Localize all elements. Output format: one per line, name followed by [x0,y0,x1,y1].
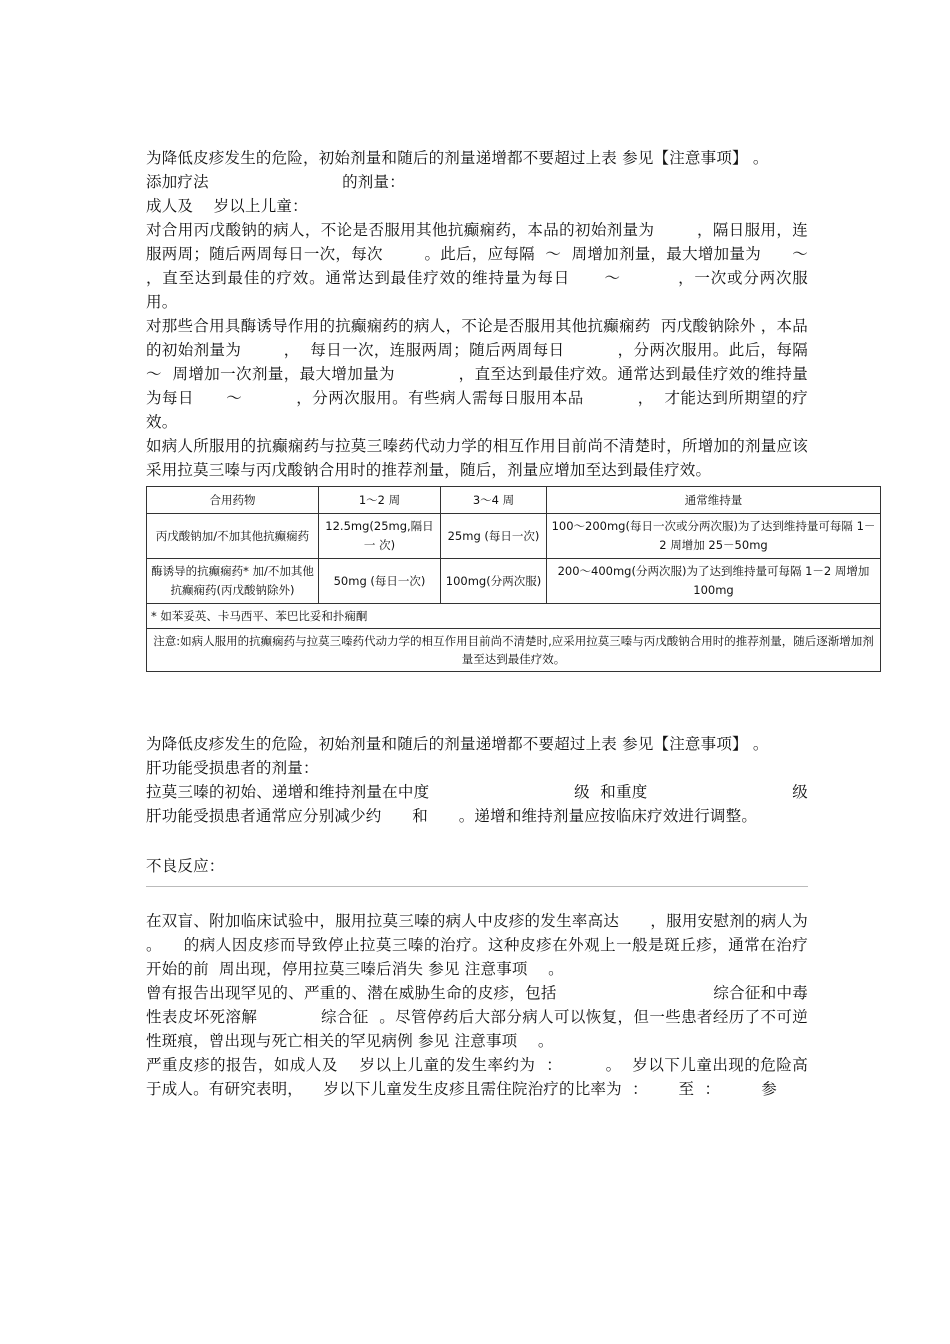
table-cell: 丙戊酸钠加/不加其他抗癫痫药 [147,514,319,559]
header-cell: 通常维持量 [547,487,881,514]
enzyme-inducer-dosing-paragraph: 对那些合用具酶诱导作用的抗癫痫药的病人，不论是否服用其他抗癫痫药 丙戊酸钠除外 ，本品的初始剂量为 ， 每日一次，连服两周；随后两周每日 ，分两次服用。此后，每隔 ～ 周增加一次剂量，最大增加量为 ，直至达到最佳疗效。通常达到最佳疗效的维持量为每日 ～ ，分两次服用。有些病人需每日服用本品 ， 才能达到所期望的疗效。 [146,317,819,431]
severe-rash-rate-paragraph: 严重皮疹的报告，如成人及 岁以上儿童的发生率约为 ： 。 岁以下儿童出现的危险高于成人。有研究表明， 岁以下儿童发生皮疹且需住院治疗的比率为 ： 至 ： 参 [146,1056,808,1098]
header-cell: 1～2 周 [319,487,441,514]
table-cell: 酶诱导的抗癫痫药* 加/不加其他抗癫痫药(丙戊酸钠除外) [147,559,319,604]
header-cell: 3～4 周 [441,487,547,514]
section-divider [146,886,808,887]
dosing-table [146,486,881,672]
table-footnote: * 如苯妥英、卡马西平、苯巴比妥和扑痫酮 [147,604,881,629]
table-header-row [147,487,881,514]
rash-incidence-paragraph: 在双盲、附加临床试验中，服用拉莫三嗪的病人中皮疹的发生率高达 ，服用安慰剂的病人为 。 的病人因皮疹而导致停止拉莫三嗪的治疗。这种皮疹在外观上一般是斑丘疹，通常在治疗开始的前 周出现，停用拉莫三嗪后消失 参见 注意事项 。 [146,912,839,978]
table-cell: 25mg (每日一次) [441,514,547,559]
dosing-section [146,146,850,482]
table-cell: 12.5mg(25mg,隔日一 次) [319,514,441,559]
unknown-interaction-paragraph: 如病人所服用的抗癫痫药与拉莫三嗪药代动力学的相互作用目前尚不清楚时，所增加的剂量应该采用拉莫三嗪与丙戊酸钠合用时的推荐剂量，随后，剂量应增加至达到最佳疗效。 [146,437,808,479]
table-cell: 50mg (每日一次) [319,559,441,604]
add-on-therapy-heading: 添加疗法 的剂量： [146,173,405,191]
hepatic-dosing-heading: 肝功能受损患者的剂量： [146,759,319,777]
rash-warning-paragraph: 为降低皮疹发生的危险，初始剂量和随后的剂量递增都不要超过上表 参见【注意事项】 。 [146,149,769,167]
table-row [147,514,881,559]
document-page [146,146,876,1101]
hepatic-dosing-paragraph: 拉莫三嗪的初始、递增和维持剂量在中度 级 和重度 级 肝功能受损患者通常应分别减少约 和 。递增和维持剂量应按临床疗效进行调整。 [146,783,819,825]
header-cell: 合用药物 [147,487,319,514]
table-footnote-row [147,604,881,629]
adverse-reactions-heading: 不良反应： [146,857,225,875]
severe-rash-paragraph: 曾有报告出现罕见的、严重的、潜在威胁生命的皮疹，包括 综合征和中毒性表皮坏死溶解 综合征 。尽管停药后大部分病人可以恢复，但一些患者经历了不可逆性斑痕，曾出现与死亡相关的罕见病例 参见 注意事项 。 [146,984,808,1050]
hepatic-section [146,732,819,828]
adult-children-heading: 成人及 岁以上儿童： [146,197,308,215]
table-cell: 100～200mg(每日一次或分两次服)为了达到维持量可每隔 1－2 周增加 25－50mg [547,514,881,559]
table-cell: 200～400mg(分两次服)为了达到维持量可每隔 1－2 周增加 100mg [547,559,881,604]
table-note: 注意:如病人服用的抗癫痫药与拉莫三嗪药代动力学的相互作用目前尚不清楚时,应采用拉莫三嗪与丙戊酸钠合用时的推荐剂量，随后逐渐增加剂量至达到最佳疗效。 [147,629,881,672]
valproate-dosing-paragraph: 对合用丙戊酸钠的病人，不论是否服用其他抗癫痫药，本品的初始剂量为 ，隔日服用，连服两周；随后两周每日一次，每次 。此后，应每隔 ～ 周增加剂量，最大增加量为 ～ ，直至达到最佳的疗效。通常达到最佳疗效的维持量为每日 ～ ，一次或分两次服用。 [146,221,850,311]
rash-warning-paragraph-2: 为降低皮疹发生的危险，初始剂量和随后的剂量递增都不要超过上表 参见【注意事项】 。 [146,735,769,753]
table-row [147,559,881,604]
adverse-reactions-section [146,854,839,1101]
table-note-row [147,629,881,672]
table-cell: 100mg(分两次服) [441,559,547,604]
